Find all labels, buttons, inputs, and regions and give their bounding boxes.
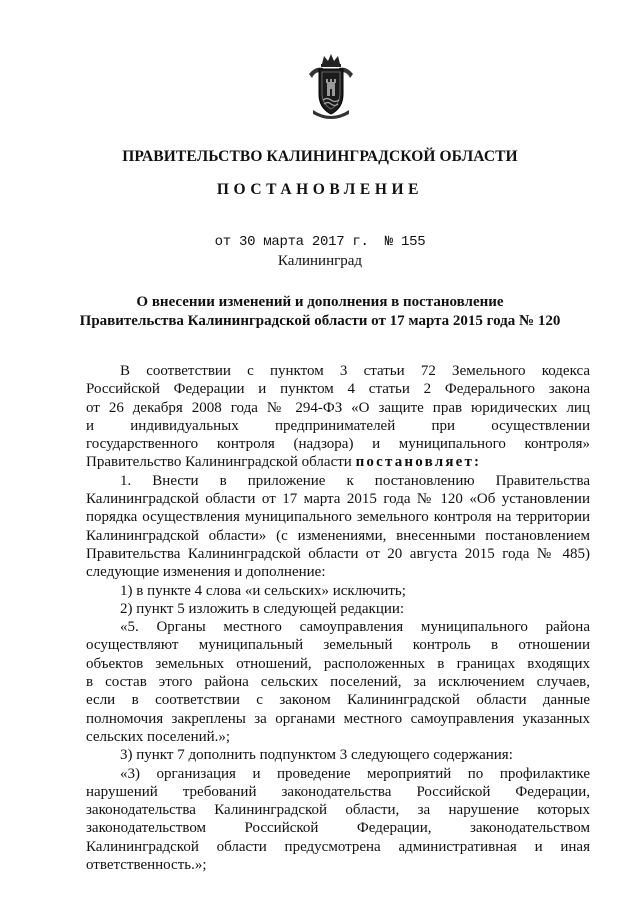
subitem-2: 2) пункт 5 изложить в следующей редакции: [120,600,405,617]
subject-line-2: Правительства Калининградской области от 17 марта 2015 года № 120 [79,313,561,329]
quote5-line: осуществляют муниципальный земельный контроль в отношении [86,637,590,654]
quote5-line: полномочия закреплены за органами местного самоуправления указанных [86,710,590,727]
quote5-line: в состав этого района сельских поселений, за исключением случаев, [86,674,590,691]
preamble-line: и индивидуальных предпринимателей при осуществлении [86,417,590,434]
document-body [86,362,590,874]
quote5-line: если в соответствии с законом Калининградской области данные [86,692,590,709]
subitem-1: 1) в пункте 4 слова «и сельских» исключить; [120,582,406,599]
quote3-line: Калининградской области предусмотрена административная и иная [86,838,590,855]
subject-line-1: О внесении изменений и дополнения в постановление [136,294,504,310]
document-type: ПОСТАНОВЛЕНИЕ [216,181,424,198]
item1-line: порядка осуществления муниципального земельного контроля на территории [86,509,590,526]
preamble-line: государственного контроля (надзора) и муниципального контроля» [86,436,590,453]
document-subject [0,293,640,331]
quote5-last-line: сельских поселений.»; [86,728,231,745]
preamble-last-line [86,453,590,471]
item1-line: Правительства Калининградской области от 20 августа 2015 года № 485) [86,545,590,562]
decree-word: постановляет: [355,454,482,471]
quote5-line: «5. Органы местного самоуправления муниципального района [120,619,590,636]
coat-of-arms-icon [305,52,357,120]
item1-line: Калининградской области» (с изменениями, внесенными постановлением [86,527,590,544]
item1-last-line: следующие изменения и дополнение: [86,564,326,581]
quote3-line: законодательством Российской Федерации, законодательством [86,820,590,837]
preamble-line: Российской Федерации и пунктом 4 статьи 2 Федерального закона [86,381,590,398]
government-name: ПРАВИТЕЛЬСТВО КАЛИНИНГРАДСКОЙ ОБЛАСТИ [122,148,518,165]
date-number: от 30 марта 2017 г. № 155 [214,234,426,250]
item1-line: 1. Внести в приложение к постановлению Правительства [120,472,590,489]
item1-line: Калининградской области от 17 марта 2015 года № 120 «Об установлении [86,491,590,508]
preamble-line: В соответствии с пунктом 3 статьи 72 Земельного кодекса [120,363,590,379]
quote3-line: «3) организация и проведение мероприятий по профилактике [120,765,590,782]
preamble-last-text: Правительство Калининградской области [86,454,356,471]
preamble-line: от 26 декабря 2008 года № 294-ФЗ «О защите прав юридических лиц [86,399,590,416]
quote3-last-line: ответственность.»; [86,857,207,874]
subitem-3: 3) пункт 7 дополнить подпунктом 3 следующего содержания: [120,747,513,764]
date-number-line [0,234,640,250]
city-name: Калининград [277,253,363,269]
quote5-line: объектов земельных отношений, расположенных в границах входящих [86,655,590,672]
quote3-line: нарушений требований законодательства Российской Федерации, [86,783,590,800]
quote3-line: законодательства Калининградской области, за нарушение которых [86,802,590,819]
